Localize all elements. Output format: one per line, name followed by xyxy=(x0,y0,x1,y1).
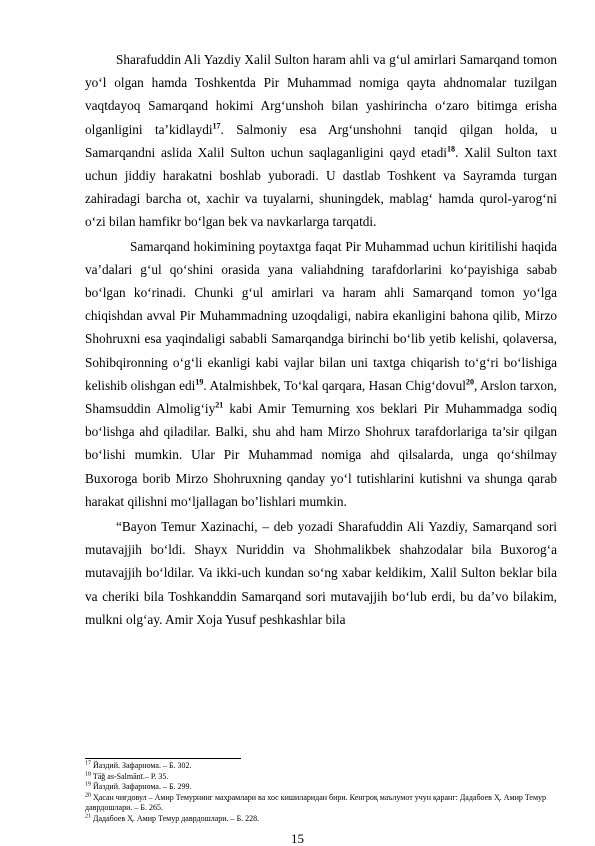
main-text xyxy=(85,48,557,631)
footnote-ref[interactable]: 21 xyxy=(215,400,224,410)
footnote xyxy=(85,793,557,814)
footnote xyxy=(85,772,557,783)
footnote-divider xyxy=(85,758,241,759)
footnote-ref[interactable]: 17 xyxy=(212,121,221,131)
footnote xyxy=(85,782,557,793)
paragraph-text: . Salmoniy esa Arg‘unshohni tanqid qilgan holda, u Samarqandni aslida Xalil Sulton uchun saqlaganligini qayd etadi xyxy=(85,121,557,160)
paragraph-text: , Arslon tarxon, Shamsuddin Almolig‘iy xyxy=(85,377,558,417)
paragraph xyxy=(85,235,557,513)
footnote-text: Дадабоев Ҳ. Амир Темур даврдошлари. – Б. 228. xyxy=(93,813,260,823)
footnote-text: Ҳасан чиғдовул – Амир Темурнинг маҳрамлари ва хос кишиларидан бири. Кенгроқ маълумот учун қаранг: Дадабоев Ҳ. Амир Темур даврдошлари. – Б. 265. xyxy=(85,792,547,812)
paragraph-text: . Xalil Sulton taxt uchun jiddiy harakatni boshlab yuboradi. U dastlab Toshkent va Sayramda turgan zahiradagi barcha ot, xachir va tuyalarni, shuningdek, mablag‘ hamda qurol-yarog‘ni o‘zi bilan hamfikr bo‘lgan bek va navkarlarga tarqatdi. xyxy=(85,144,557,230)
footnotes xyxy=(85,761,557,824)
footnote-ref[interactable]: 19 xyxy=(195,377,204,387)
paragraph xyxy=(85,48,557,234)
footnote xyxy=(85,761,557,772)
footnote-ref[interactable]: 18 xyxy=(446,144,455,154)
footnote-number: 19 xyxy=(85,781,91,788)
paragraph xyxy=(85,515,557,631)
footnote-text: Йаздий. Зафарнома. – Б. 302. xyxy=(93,761,192,770)
paragraph-text: . Atalmishbek, To‘kal qarqara, Hasan Chig‘dovul xyxy=(203,377,466,393)
footnote-number: 17 xyxy=(85,760,91,767)
footnote-text: Йаздий. Зафарнома. – Б. 299. xyxy=(93,782,192,791)
footnote-number: 18 xyxy=(85,770,91,777)
paragraph-text: kabi Amir Temurning xos beklari Pir Muhammadga sodiq bo‘lishga ahd qiladilar. Balki, shu ahd ham Mirzo Shohrux tarafdorlariga ta’sir qilgan bo‘lishi mumkin. Ular Pir Muhammad nomiga ahd qilsalarda, unga qo‘shilmay Buxoroga borib Mirzo Shohruxning qanday yo‘l tutishlarini kutishni va shunga qarab harakat qilishni mo‘ljallagan bo’lishlari mumkin. xyxy=(85,401,557,509)
page-number: 15 xyxy=(291,831,304,846)
paragraph-text: Sharafuddin Ali Yazdiy Xalil Sulton haram ahli va g‘ul amirlari Samarqand tomon yo‘l olgan hamda Toshkentda Pir Muhammad nomiga qayta ahdnomalar tuzilgan vaqtdayoq Samarqand hokimi Arg‘unshoh bilan yashirincha o‘zaro bitimga erisha olganligini ta’kidlaydi xyxy=(85,52,557,137)
paragraph-text: Samarqand hokimining poytaxtga faqat Pir Muhammad uchun kiritilishi haqida va’dalari g‘ul qo‘shini orasida yana valiahdning tarafdorlarini ko‘payishiga sabab bo‘lgan ko‘rinadi. Chunki g‘ul amirlari va haram ahli Samarqand tomon yo‘lga chiqishdan avval Pir Muhammadning uzoqdaligi, nabira ekanligini bahona qilib, Mirzo Shohruxni esa yaqindaligi sababli Samarqandga birinchi bo‘lib yetib kelishi, qolaversa, Sohibqironning o‘g‘li ekanligi kabi vajlar bilan uni taxtga chiqarish to‘g‘ri bo‘lishiga kelishib olishgan edi xyxy=(85,238,557,393)
footnote-ref[interactable]: 20 xyxy=(465,377,474,387)
paragraph-text: “Bayon Temur Xazinachi, – deb yozadi Sharafuddin Ali Yazdiy, Samarqand sori mutavajjih bo‘ldi. Shayx Nuriddin va Shohmalikbek shahzodalar bila Buxorog‘a mutavajjih bo‘ldilar. Va ikki-uch kundan so‘ng xabar keldikim, Xalil Sulton beklar bila va cheriki bila Toshkanddin Samarqand sori mutavajjih bo‘lub erdi, bu da’vo bilakim, mulkni olg‘ay. Amir Xoja Yusuf peshkashlar bila xyxy=(85,519,557,627)
footnote-number: 21 xyxy=(85,812,91,819)
footnote-text: Tāğ as-Salmānī.– P. 35. xyxy=(92,771,169,781)
footnote-number: 20 xyxy=(85,791,91,798)
footnote xyxy=(85,814,557,825)
